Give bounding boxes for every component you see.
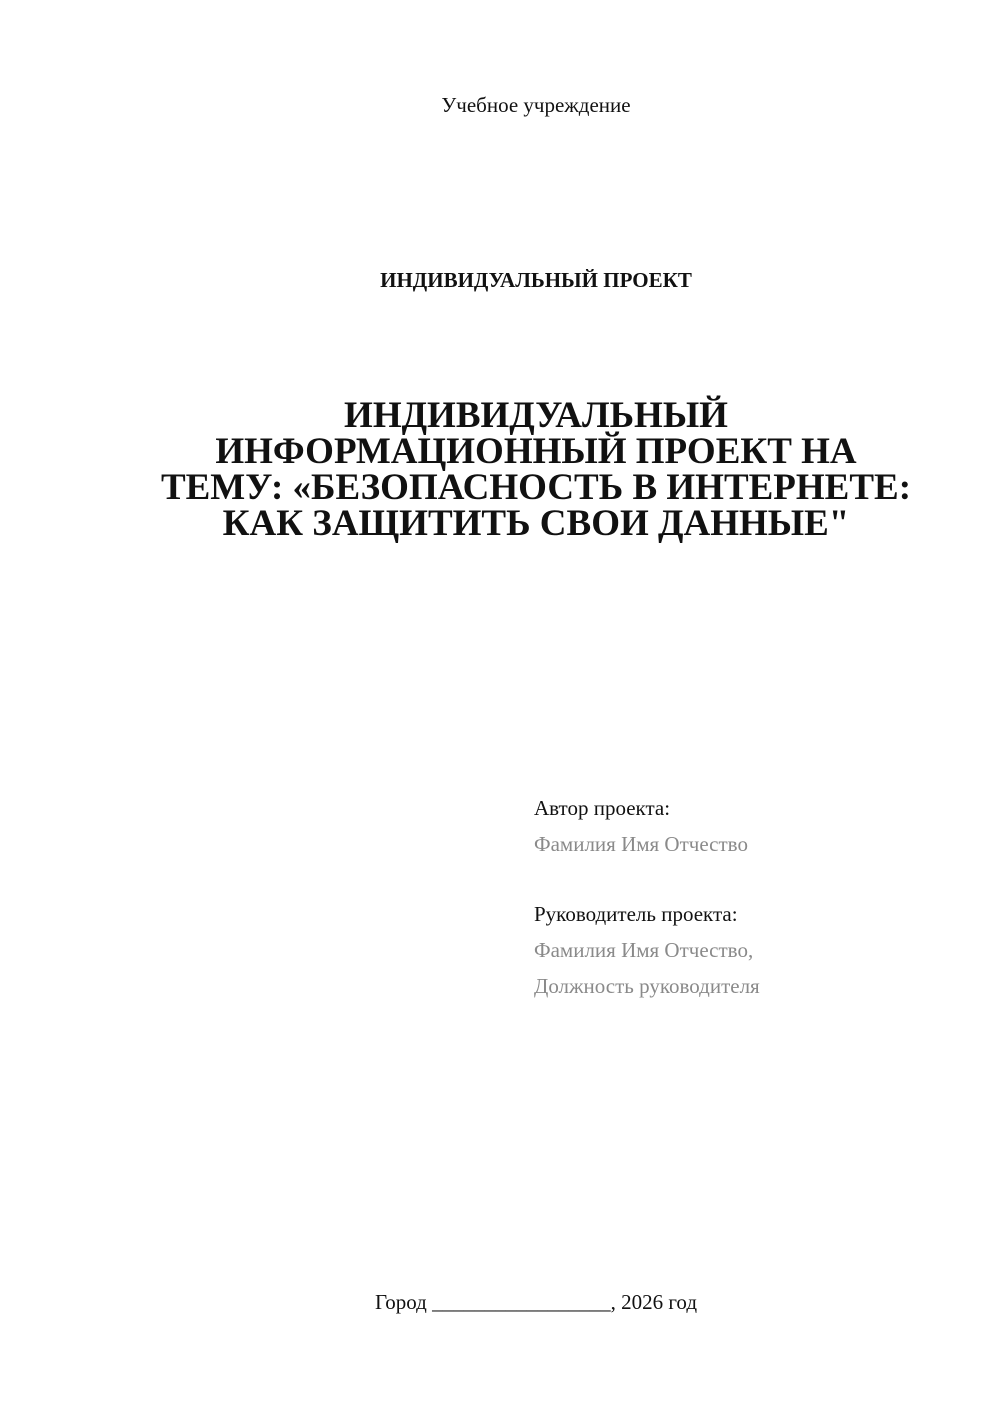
city-year-line: Город _________________, 2026 год [374,1290,698,1314]
project-title [100,395,972,544]
project-type-heading: ИНДИВИДУАЛЬНЫЙ ПРОЕКТ [380,268,692,292]
project-info-block [534,790,954,1004]
institution-name: Учебное учреждение [441,93,631,117]
author-name: Фамилия Имя Отчество [534,832,748,856]
project-title-line: ИНФОРМАЦИОННЫЙ ПРОЕКТ НА [215,431,857,472]
supervisor-name: Фамилия Имя Отчество, [534,938,754,962]
author-label: Автор проекта: [534,796,671,820]
supervisor-label: Руководитель проекта: [534,902,738,926]
info-spacer [534,862,954,896]
project-title-line: ТЕМУ: «БЕЗОПАСНОСТЬ В ИНТЕРНЕТЕ: [160,467,912,508]
supervisor-position: Должность руководителя [534,974,760,998]
project-title-line: ИНДИВИДУАЛЬНЫЙ [344,395,728,436]
project-title-line: КАК ЗАЩИТИТЬ СВОИ ДАННЫЕ" [222,503,850,544]
